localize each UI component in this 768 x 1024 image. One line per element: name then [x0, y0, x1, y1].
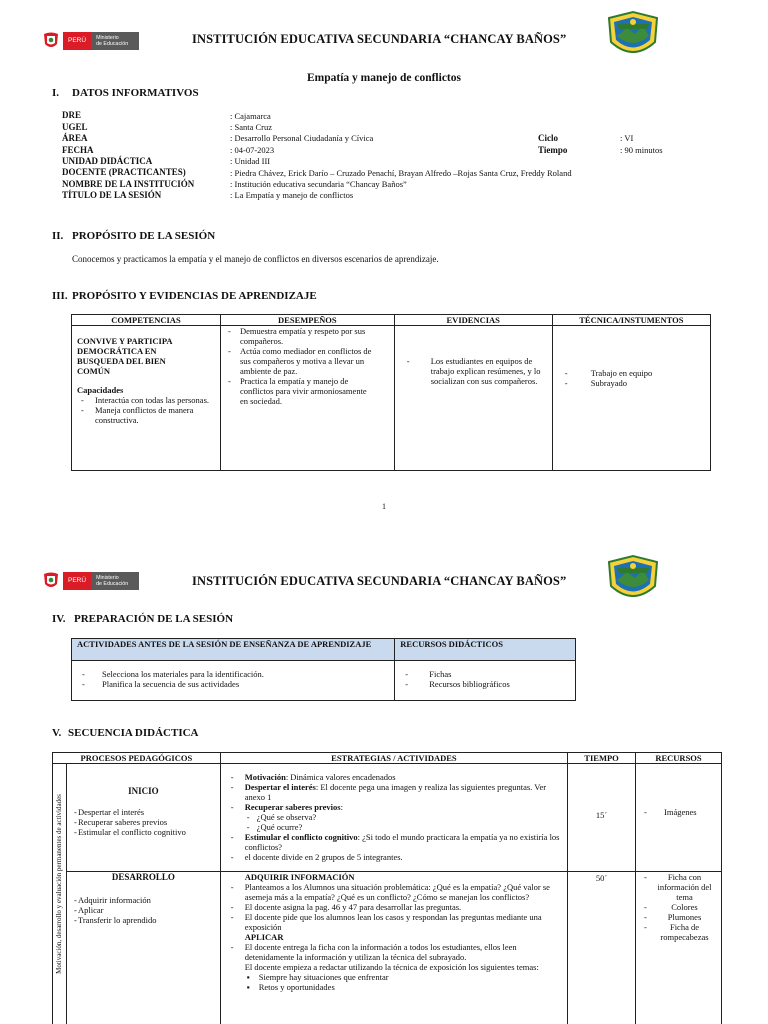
- inicio-title: INICIO: [128, 786, 159, 796]
- peru-shield-icon: [42, 571, 60, 591]
- list-item: - ¿Qué se observa?: [243, 812, 561, 822]
- list-item: ▪ Retos y oportunidades: [227, 982, 561, 992]
- purpose-text: Conocemos y practicamos la empatía y el manejo de conflictos en diversos escenarios de aprendizaje.: [72, 254, 439, 264]
- list-item: - El docente pide que los alumnos lean los casos y respondan las preguntas mediante una exposición: [227, 912, 561, 932]
- col-header: EVIDENCIAS: [394, 315, 552, 326]
- info-row-fecha: FECHA : 04-07-2023 Tiempo : 90 minutos: [62, 144, 663, 155]
- list-item: - Trabajo en equipo: [561, 368, 702, 378]
- info-row-docente: DOCENTE (PRACTICANTES) : Piedra Chávez, Erick Darío – Cruzado Penachí, Brayan Alfredo –Rojas Santa Cruz, Freddy Roland: [62, 167, 572, 178]
- sequence-table: [52, 752, 722, 1024]
- list-item: ▪ Siempre hay situaciones que enfrentar: [227, 972, 561, 982]
- list-item: - Imágenes: [640, 807, 717, 817]
- ministry-logo: [42, 30, 139, 52]
- list-item: - Actúa como mediador en conflictos de sus compañeros y motiva a llevar un ambiente de paz.: [224, 346, 374, 376]
- list-item: - Despertar el interés: El docente pega una imagen y realiza las siguientes preguntas. Ver anexo 1: [227, 782, 561, 802]
- peru-label: PERÚ: [63, 32, 91, 50]
- evidence-table: [71, 314, 711, 471]
- desarrollo-time: 50´: [568, 872, 636, 1024]
- prep-resources-cell: [395, 661, 576, 701]
- vertical-label: Motivación, desarrollo y evaluación permanentes de actividades: [55, 794, 64, 974]
- section-3-heading: III. PROPÓSITO Y EVIDENCIAS DE APRENDIZAJE: [52, 290, 317, 302]
- list-item: - Colores: [640, 902, 717, 912]
- info-row-unidad: UNIDAD DIDÁCTICA : Unidad III: [62, 155, 271, 167]
- list-item: - Estimular el conflicto cognitivo: ¿Si todo el mundo practicara la empatía ya no existiría los conflictos?: [227, 832, 561, 852]
- school-crest-icon: [605, 554, 661, 604]
- list-item: - El docente entrega la ficha con la información a todos los estudiantes, ellos leen detenidamente la información y utilizan la técnica del subrayado.: [227, 942, 561, 962]
- list-item: - Demuestra empatía y respeto por sus compañeros.: [224, 326, 374, 346]
- document-title: Empatía y manejo de conflictos: [307, 72, 461, 84]
- inicio-time: 15´: [568, 764, 636, 872]
- list-item: - Ficha con información del tema: [640, 872, 717, 902]
- col-header: RECURSOS: [636, 753, 722, 764]
- col-header: COMPETENCIAS: [72, 315, 221, 326]
- desarrollo-resources-cell: [636, 872, 722, 1024]
- school-title: INSTITUCIÓN EDUCATIVA SECUNDARIA “CHANCAY BAÑOS”: [192, 32, 567, 46]
- col-header: ESTRATEGIAS / ACTIVIDADES: [220, 753, 567, 764]
- info-row-titulo: TÍTULO DE LA SESIÓN : La Empatía y manejo de conflictos: [62, 190, 354, 201]
- preparation-table: [71, 638, 576, 701]
- ministry-logo: [42, 570, 139, 592]
- list-item: - Subrayado: [561, 378, 702, 388]
- info-block: [62, 110, 663, 201]
- list-item: - el docente divide en 2 grupos de 5 integrantes.: [227, 852, 561, 862]
- school-title: INSTITUCIÓN EDUCATIVA SECUNDARIA “CHANCAY BAÑOS”: [192, 574, 567, 588]
- competencia-cell: [72, 326, 221, 471]
- aplicar-title: APLICAR: [244, 932, 284, 943]
- list-item: - Maneja conflictos de manera constructiva.: [77, 405, 212, 425]
- capacidades-label: Capacidades: [77, 385, 124, 396]
- list-item: - ¿Qué ocurre?: [243, 822, 561, 832]
- list-item: - Motivación: Dinámica valores encadenados: [227, 772, 561, 782]
- info-row-ugel: UGEL : Santa Cruz: [62, 121, 273, 133]
- prep-header-resources: RECURSOS DIDÁCTICOS: [395, 639, 576, 661]
- list-item: - Transferir lo aprendido: [70, 915, 217, 925]
- list-item: - Practica la empatía y manejo de conflictos para vivir armoniosamente en sociedad.: [224, 376, 374, 406]
- info-row-area: ÁREA : Desarrollo Personal Ciudadanía y Cívica Ciclo : VI: [62, 133, 634, 144]
- col-header: DESEMPEÑOS: [220, 315, 394, 326]
- section-5-heading: V. SECUENCIA DIDÁCTICA: [52, 727, 199, 739]
- prep-header-activities: ACTIVIDADES ANTES DE LA SESIÓN DE ENSEÑANZA DE APRENDIZAJE: [72, 639, 395, 661]
- list-item: - Planifica la secuencia de sus actividades: [78, 679, 388, 689]
- ministry-label: Ministerio de Educación: [91, 572, 139, 590]
- list-item: - Estimular el conflicto cognitivo: [70, 827, 217, 837]
- school-crest-icon: [605, 10, 661, 60]
- list-item: - Plumones: [640, 912, 717, 922]
- desarrollo-strategies-cell: [220, 872, 567, 1024]
- list-item: - Interactúa con todas las personas.: [77, 395, 212, 405]
- inicio-resources-cell: [636, 764, 722, 872]
- col-header: TÉCNICA/INSTUMENTOS: [552, 315, 710, 326]
- list-item: - Despertar el interés: [70, 807, 217, 817]
- list-item: - Selecciona los materiales para la identificación.: [78, 669, 388, 679]
- list-item: - Adquirir información: [70, 895, 217, 905]
- ministry-label: Ministerio de Educación: [91, 32, 139, 50]
- page-header: [0, 22, 768, 72]
- desempenos-cell: [220, 326, 394, 471]
- prep-activities-cell: [72, 661, 395, 701]
- list-item: - Planteamos a los Alumnos una situación problemática: ¿Qué es la empatía? ¿Qué valor se asemeja más a la empatía? ¿Qué es un conflicto? ¿Cómo se manejan los conflictos?: [227, 882, 561, 902]
- list-item: - Recuperar saberes previos:: [227, 802, 561, 812]
- list-item: - Ficha de rompecabezas: [640, 922, 717, 942]
- peru-label: PERÚ: [63, 572, 91, 590]
- section-2-heading: II. PROPÓSITO DE LA SESIÓN: [52, 230, 216, 242]
- adquirir-title: ADQUIRIR INFORMACIÓN: [244, 872, 355, 882]
- section-4-heading: IV. PREPARACIÓN DE LA SESIÓN: [52, 613, 234, 625]
- peru-shield-icon: [42, 31, 60, 51]
- vertical-label-cell: [53, 764, 67, 1024]
- desarrollo-title: DESARROLLO: [111, 872, 175, 882]
- list-item: - El docente asigna la pag. 46 y 47 para desarrollar las preguntas.: [227, 902, 561, 912]
- section-1-heading: I. DATOS INFORMATIVOS: [52, 87, 199, 99]
- inicio-process-cell: [66, 764, 220, 872]
- expo-text: El docente empieza a redactar utilizando la técnica de exposición los siguientes temas:: [244, 962, 539, 973]
- competencia-text: CONVIVE Y PARTICIPA DEMOCRÁTICA EN BUSQUEDA DEL BIEN COMÚN: [77, 336, 173, 377]
- list-item: - Los estudiantes en equipos de trabajo explican resúmenes, y lo socializan con sus compañeros.: [403, 356, 543, 386]
- tecnicas-cell: [552, 326, 710, 471]
- list-item: - Recuperar saberes previos: [70, 817, 217, 827]
- page-header-2: [0, 560, 768, 610]
- list-item: - Aplicar: [70, 905, 217, 915]
- info-row-institucion: NOMBRE DE LA INSTITUCIÓN : Institución educativa secundaria “Chancay Baños”: [62, 178, 407, 190]
- col-header: PROCESOS PEDAGÓGICOS: [53, 753, 221, 764]
- list-item: - Recursos bibliográficos: [401, 679, 569, 689]
- evidencias-cell: [394, 326, 552, 471]
- list-item: - Fichas: [401, 669, 569, 679]
- desarrollo-process-cell: [66, 872, 220, 1024]
- col-header: TIEMPO: [568, 753, 636, 764]
- info-row-dre: DRE : Cajamarca: [62, 110, 271, 121]
- inicio-strategies-cell: [220, 764, 567, 872]
- page-number: 1: [382, 502, 386, 511]
